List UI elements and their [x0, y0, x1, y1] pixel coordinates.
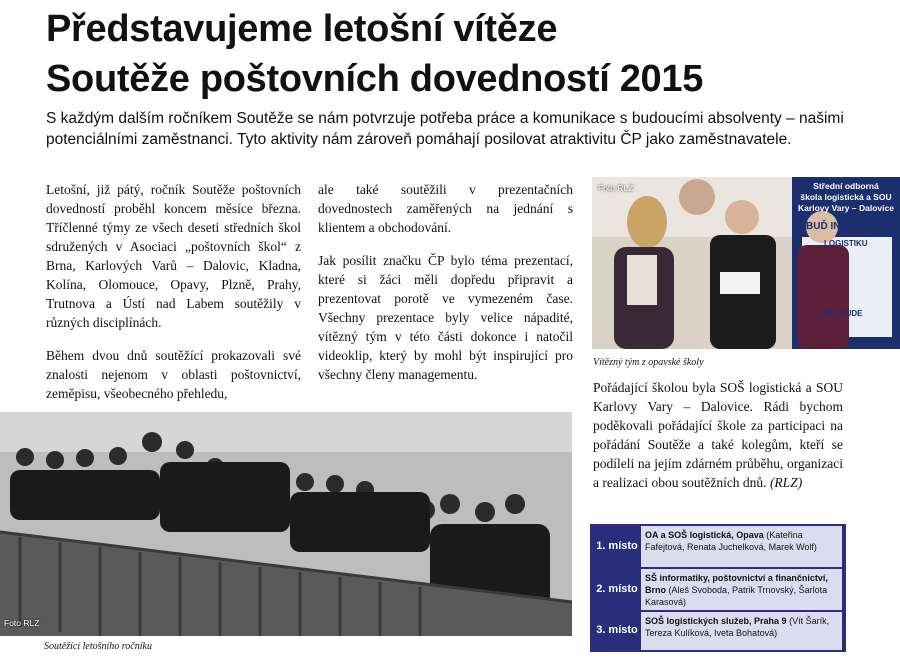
author-signature: (RLZ) — [769, 475, 803, 490]
paragraph: ale také soutěžili v prezentačních dovednostech zaměřených na jednání s klientem a obchodování. — [318, 182, 573, 235]
place-label: 2. místo — [596, 583, 638, 595]
banner-line: Střední odborná — [813, 181, 879, 191]
school-name: OA a SOŠ logistická, Opava — [645, 530, 764, 540]
banner-line: Karlovy Vary – Dalovice — [798, 203, 894, 213]
banner-sign-2: LOGISTIKU — [824, 239, 868, 248]
column-3 — [593, 378, 843, 506]
photo-credit: Foto RLZ — [4, 618, 40, 628]
result-row-2 — [594, 569, 842, 610]
participants-illustration — [0, 412, 572, 636]
column-1 — [46, 180, 301, 417]
paragraph-text: Pořádající školou byla SOŠ logistická a SOU Karlovy Vary – Dalovice. Rádi bychom poděkovali pořádající škole za participaci na pořádání Soutěže a také kolegům, kteří se podíleli na jejím zdárném průběhu, organizaci a realizaci obou soutěžních dnů. — [593, 380, 843, 490]
place-label: 1. místo — [596, 540, 638, 552]
team-photo-caption: Vítězný tým z opavské školy — [593, 357, 704, 368]
article-lead: S každým dalším ročníkem Soutěže se nám potvrzuje potřeba práce a komunikace s budoucími absolventy – našimi potenciálními zaměstnanci. Tyto aktivity nám zároveň pomáhají posilovat atraktivitu ČP jako zaměstnavatele. — [46, 110, 844, 148]
result-text — [641, 569, 842, 610]
team-members: (Kateřina Fafejtová, Renata Juchelková, Marek Wolf) — [645, 530, 817, 552]
title-line-2: Soutěže poštovních dovedností 2015 — [46, 58, 704, 100]
participants-photo — [0, 412, 572, 636]
result-text — [641, 526, 842, 567]
result-text — [641, 612, 842, 650]
result-row-1 — [594, 526, 842, 567]
photo-credit: Foto RLZ — [598, 183, 634, 193]
article-title — [46, 4, 886, 104]
banner-sign: BUĎ IN — [806, 221, 841, 232]
title-line-1: Představujeme letošní vítěze — [46, 8, 558, 50]
banner-line: škola logistická a SOU — [800, 192, 892, 202]
team-members: (Aleš Svoboda, Patrik Trnovský, Šarlota Karasová) — [645, 585, 828, 607]
results-table — [590, 524, 846, 652]
column-2 — [318, 180, 573, 398]
paragraph: Letošní, již pátý, ročník Soutěže poštovních dovedností proběhl koncem měsíce března. Tříčlenné týmy ze všech deseti středních škol sdružených v Asociaci „poštovních škol“ z Brna, Karlových Varů – Dalovic, Kladna, Kolína, Olomouce, Opavy, Plzně, Prahy, Trutnova a Ústí nad Labem soutěžily v různých disciplínách. — [46, 182, 301, 330]
school-name: SŠ informatiky, poštovnictví a finančnictví, Brno — [645, 573, 828, 595]
group-photo-caption: Soutěžící letošního ročníku — [44, 641, 152, 652]
paragraph — [593, 378, 843, 492]
banner-footer: SE VŠUDE — [822, 309, 863, 318]
paragraph: Během dvou dnů soutěžící prokazovali své znalosti nejenom v oblasti poštovnictví, zeměpisu, všeobecného přehledu, — [46, 348, 301, 401]
winning-team-photo — [592, 177, 900, 349]
place-label: 3. místo — [596, 624, 638, 636]
team-members: (Vít Šarík, Tereza Kulíková, Iveta Bohatová) — [645, 616, 830, 638]
result-row-3 — [594, 612, 842, 650]
school-name: SOŠ logistických služeb, Praha 9 — [645, 616, 787, 626]
paragraph: Jak posílit značku ČP bylo téma prezentací, které si žáci měli dopředu připravit a prezentovat porotě ve vymezeném čase. Všechny prezentace byly velice nápadité, vítězný tým v této části dokonce i natočil videoklip, který by mohl být inspirující pro všechny členy managementu. — [318, 253, 573, 382]
